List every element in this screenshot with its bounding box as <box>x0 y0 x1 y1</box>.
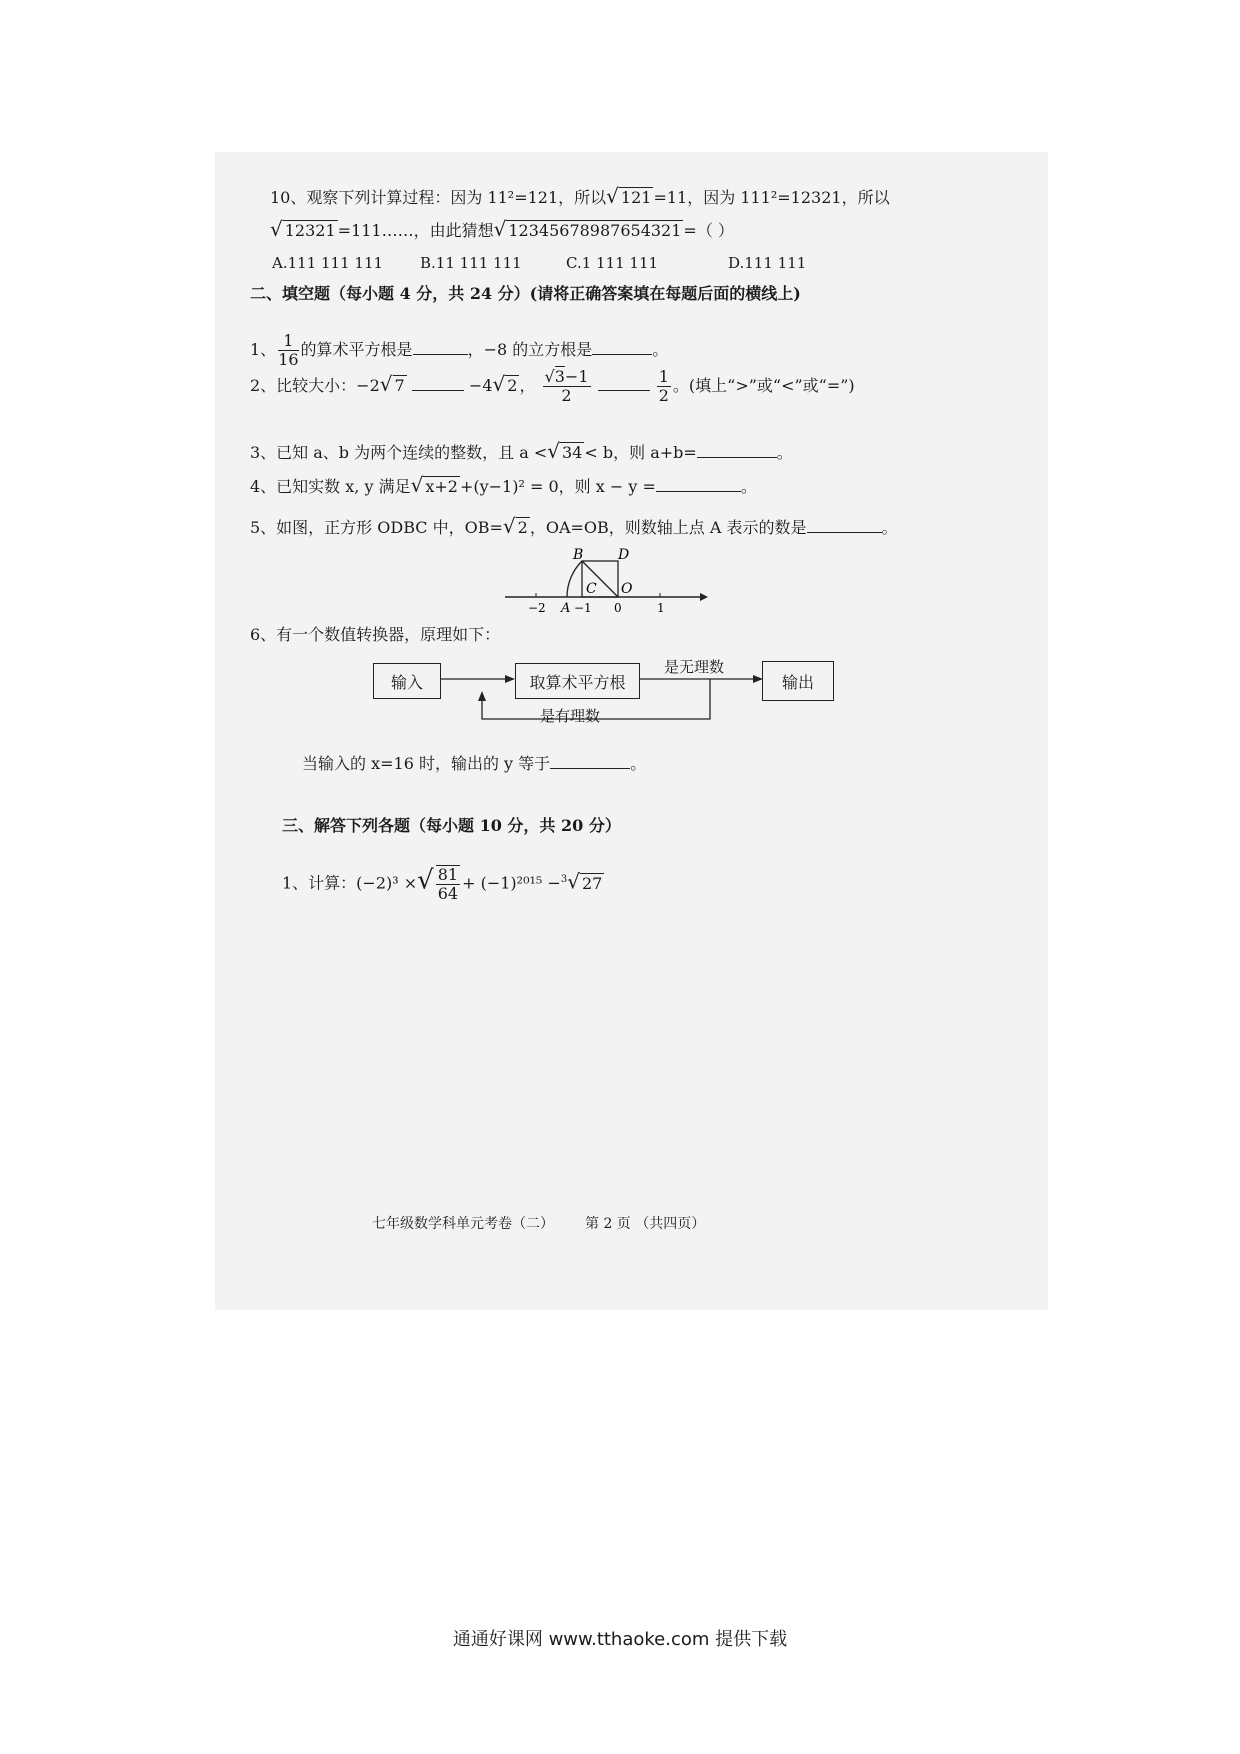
number-line-arrow <box>700 593 708 601</box>
download-credit: 通通好课网 www.tthaoke.com 提供下载 <box>452 1629 788 1650</box>
fill4: 4、已知实数 x, y 满足√ x+2 +(y−1)² = 0，则 x − y = 。 <box>250 473 757 497</box>
label-o: O <box>621 581 633 597</box>
q10-text1: 10、观察下列计算过程：因为 11²=121，所以 <box>270 188 607 207</box>
calc1-den: 64 <box>437 884 459 903</box>
fill5-end: 。 <box>881 518 898 537</box>
calc1-fraction <box>436 865 460 903</box>
tick-label-1: 1 <box>657 601 665 615</box>
section3-title: 三、解答下列各题（每小题 10 分，共 20 分） <box>282 816 621 835</box>
q10-text3: =111……，由此猜想 <box>337 221 494 240</box>
fill3-blank <box>697 441 777 458</box>
fill1-text2: ，−8 的立方根是 <box>467 340 593 359</box>
fill2-radicand-7: 7 <box>394 376 405 395</box>
arc-oa <box>567 561 582 597</box>
label-c: C <box>586 581 597 597</box>
fill1-blank1 <box>413 338 468 355</box>
arrowhead-3 <box>478 691 486 701</box>
fill2-blank2 <box>598 374 650 391</box>
fill3-radicand: 34 <box>562 443 583 462</box>
fill1-prefix: 1、 <box>250 340 277 359</box>
q10-option-c: C.1 111 111 <box>566 254 659 272</box>
q10-radicand-121: 121 <box>620 188 652 207</box>
q10-answer-paren: =（ ） <box>683 221 734 240</box>
fill4-text: 4、已知实数 x, y 满足 <box>250 477 411 496</box>
fill2-blank1 <box>412 374 464 391</box>
fill5-blank <box>807 516 882 533</box>
fill5-mid: ，OA=OB，则数轴上点 A 表示的数是 <box>529 518 807 537</box>
calc1-prefix: 1、计算：(−2)³ × <box>282 873 418 893</box>
section2-title: 二、填空题（每小题 4 分，共 24 分）(请将正确答案填在每题后面的横线上) <box>250 284 801 303</box>
flow-process-box: 取算术平方根 <box>515 663 640 699</box>
fill1-end: 。 <box>652 340 669 359</box>
q10-line2: √ 12321 =111……，由此猜想√ 12345678987654321 =（ ） <box>270 217 734 241</box>
fill4-end: 。 <box>740 477 757 496</box>
q10-option-d: D.111 111 <box>728 254 807 272</box>
tick-label-neg2: −2 <box>528 601 546 615</box>
fill2-mid: −4 <box>468 376 493 395</box>
q10-text2: =11，因为 111²=12321，所以 <box>653 188 890 207</box>
flow-output-box: 输出 <box>762 661 834 701</box>
calc1-mid: + (−1)²⁰¹⁵ − <box>462 873 561 893</box>
fill4-blank <box>656 475 741 492</box>
fill1-fraction <box>278 332 298 369</box>
tick-label-neg1: −1 <box>574 601 592 615</box>
fill2-frac1-minus: −1 <box>564 367 589 386</box>
label-b: B <box>573 547 584 563</box>
fill5-radicand: 2 <box>517 518 528 537</box>
fill4-mid: +(y−1)² = 0，则 x − y = <box>459 477 656 496</box>
arrowhead-1 <box>505 675 515 683</box>
calc1: 1、计算：(−2)³ ×√ $\frac{81}{64}$ + (−1)²⁰¹⁵ −$^3$√ 27 <box>282 865 603 903</box>
fill2-end: 。(填上“>”或“<”或“=”) <box>672 376 855 395</box>
footer-page-number: 第 2 页 （共四页） <box>585 1216 706 1232</box>
fill3-end: 。 <box>776 443 793 462</box>
flow-label-rational: 是有理数 <box>540 707 601 725</box>
fill1-text: 的算术平方根是 <box>300 340 413 359</box>
fill1-blank2 <box>592 338 652 355</box>
fill6-blank <box>550 752 630 769</box>
calc1-radicand: 27 <box>581 873 603 893</box>
calc1-root-index: 3 <box>560 874 568 886</box>
fill6-title: 6、有一个数值转换器，原理如下： <box>250 625 501 644</box>
footer-exam-title: 七年级数学科单元考卷（二） <box>372 1216 554 1232</box>
fill2-prefix: 2、比较大小：−2 <box>250 376 380 395</box>
fill5: 5、如图，正方形 ODBC 中，OB=√ 2 ，OA=OB，则数轴上点 A 表示的数是 。 <box>250 514 898 538</box>
fill3: 3、已知 a、b 为两个连续的整数，且 a <√ 34 < b，则 a+b= 。 <box>250 439 793 463</box>
flow-input-box: 输入 <box>373 663 441 699</box>
fill1-num: 1 <box>278 332 298 351</box>
flow-label-irrational: 是无理数 <box>664 658 725 676</box>
fill6-text: 当输入的 x=16 时，输出的 y 等于 <box>302 754 551 773</box>
q10-radicand-big: 12345678987654321 <box>508 221 682 240</box>
fill2-frac1-num: √3−1 <box>544 367 589 386</box>
fill2-fraction2 <box>657 368 671 405</box>
calc1-num: 81 <box>437 865 459 884</box>
fill1-den: 16 <box>278 350 299 369</box>
label-d: D <box>618 547 630 563</box>
fill6-end: 。 <box>630 754 647 773</box>
tick-label-0: 0 <box>614 601 622 615</box>
q10-radicand-12321: 12321 <box>284 221 336 240</box>
fill5-text: 5、如图，正方形 ODBC 中，OB= <box>250 518 503 537</box>
q10-line1: 10、观察下列计算过程：因为 11²=121，所以√ 121 =11，因为 111²=12321，所以 <box>270 184 890 208</box>
q10-option-b: B.11 111 111 <box>420 254 522 272</box>
fill3-mid: < b，则 a+b= <box>584 443 697 462</box>
number-line-figure <box>500 545 710 615</box>
fill2-fraction1 <box>543 368 591 405</box>
fill2-frac2-num: 1 <box>658 367 669 386</box>
fill2-frac1-den: 2 <box>561 386 572 405</box>
fill2: 2、比较大小：−2√ 7 −4√ 2 ， $\frac{√3-1}{2}$ $\frac{1}{2}$ 。(填上“>”或“<”或“=”) <box>250 367 855 405</box>
fill6-question <box>302 752 646 775</box>
fill1 <box>250 332 668 369</box>
fill2-frac1-radicand: 3 <box>554 367 565 386</box>
q10-option-a: A.111 111 111 <box>272 254 384 272</box>
fill2-frac2-den: 2 <box>658 386 669 405</box>
fill4-radicand: x+2 <box>425 477 458 496</box>
fill2-radicand-2: 2 <box>507 376 518 395</box>
fill3-text: 3、已知 a、b 为两个连续的整数，且 a < <box>250 443 548 462</box>
label-a: A <box>561 601 571 615</box>
